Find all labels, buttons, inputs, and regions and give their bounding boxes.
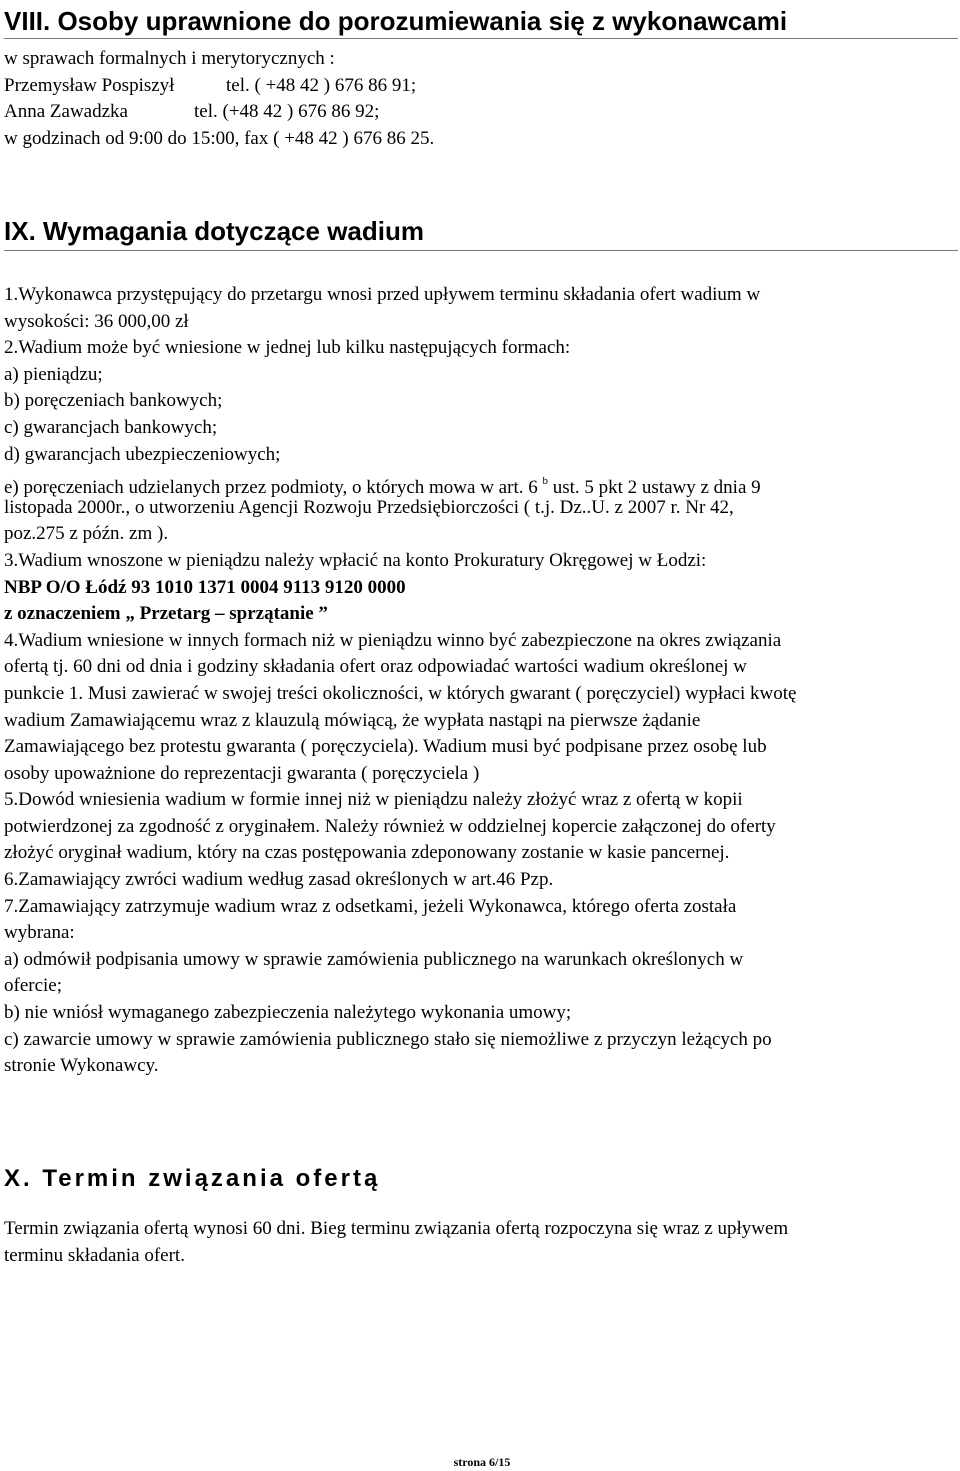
section-8-body (4, 46, 959, 152)
section-9-heading: IX. Wymagania dotyczące wadium (4, 212, 958, 251)
contact-phone: tel. ( +48 42 ) 676 86 91; (226, 74, 417, 96)
text-line: listopada 2000r., o utworzeniu Agencji Rozwoju Przedsiębiorczości ( t.j. Dz..U. z 2007 r. Nr 42, (4, 496, 734, 518)
text-line: wysokości: 36 000,00 zł (4, 310, 189, 332)
text-line: 6.Zamawiający zwróci wadium według zasad określonych w art.46 Pzp. (4, 869, 554, 891)
section-10-heading: X. Termin związania ofertą (4, 1165, 381, 1192)
text-line: terminu składania ofert. (4, 1244, 185, 1266)
contact-name: Przemysław Pospiszył (4, 74, 175, 96)
text-line: Zamawiającego bez protestu gwaranta ( poręczyciela). Wadium musi być podpisane przez osobę lub (4, 736, 767, 758)
text-line: 5.Dowód wniesienia wadium w formie innej niż w pieniądzu należy złożyć wraz z ofertą w kopii (4, 789, 743, 811)
text-line: osoby upoważnione do reprezentacji gwaranta ( poręczyciela ) (4, 762, 480, 784)
text-line: c) zawarcie umowy w sprawie zamówienia publicznego stało się niemożliwe z przyczyn leżących po (4, 1028, 772, 1050)
text-line: 3.Wadium wnoszone w pieniądzu należy wpłacić na konto Prokuratury Okręgowej w Łodzi: (4, 549, 707, 571)
text-line: złożyć oryginał wadium, który na czas postępowania zdeponowany zostanie w kasie pancernej. (4, 842, 730, 864)
contact-hours: w godzinach od 9:00 do 15:00, fax ( +48 42 ) 676 86 25. (4, 127, 435, 149)
text-line: 2.Wadium może być wniesione w jednej lub kilku następujących formach: (4, 337, 571, 359)
text-line: potwierdzonej za zgodność z oryginałem. Należy również w oddzielnej kopercie załączonej do oferty (4, 815, 776, 837)
text-line: 7.Zamawiający zatrzymuje wadium wraz z odsetkami, jeżeli Wykonawca, którego oferta została (4, 895, 737, 917)
text-line: ofertą tj. 60 dni od dnia i godziny składania ofert oraz odpowiadać wartości wadium określonej w (4, 656, 747, 678)
contact-person-2 (4, 99, 959, 126)
text-line: b) poręczeniach bankowych; (4, 390, 223, 412)
text-line: punkcie 1. Musi zawierać w swojej treści okoliczności, w których gwarant ( poręczyciel) wypłaci kwotę (4, 682, 797, 704)
bank-account: NBP O/O Łódź 93 1010 1371 0004 9113 9120 0000 (4, 576, 406, 598)
text-line-with-superscript (4, 468, 959, 499)
text-line: 4.Wadium wniesione w innych formach niż w pieniądzu winno być zabezpieczone na okres związania (4, 629, 782, 651)
text-line: wybrana: (4, 922, 75, 944)
superscript: b (542, 475, 548, 488)
text-line: a) odmówił podpisania umowy w sprawie zamówienia publicznego na warunkach określonych w (4, 948, 744, 970)
section-10-body (4, 1216, 959, 1269)
text-line: stronie Wykonawcy. (4, 1055, 159, 1077)
text-line: a) pieniądzu; (4, 363, 103, 385)
contact-phone: tel. (+48 42 ) 676 86 92; (194, 101, 380, 123)
text-line: ofercie; (4, 975, 63, 997)
text-line: poz.275 z późn. zm ). (4, 523, 169, 545)
text-line: Termin związania ofertą wynosi 60 dni. Bieg terminu związania ofertą rozpoczyna się wraz z upływem (4, 1218, 789, 1239)
section-9-body (4, 282, 959, 1080)
text-line: b) nie wniósł wymaganego zabezpieczenia należytego wykonania umowy; (4, 1002, 572, 1024)
page-footer (0, 1455, 960, 1470)
contact-intro: w sprawach formalnych i merytorycznych : (4, 48, 335, 69)
text-fragment: e) poręczeniach udzielanych przez podmioty, o których mowa w art. 6 (4, 477, 538, 499)
contact-person-1 (4, 73, 959, 100)
text-line: d) gwarancjach ubezpieczeniowych; (4, 443, 281, 465)
contact-name: Anna Zawadzka (4, 101, 128, 123)
transfer-title: z oznaczeniem „ Przetarg – sprzątanie ” (4, 603, 328, 625)
page-number: strona 6/15 (453, 1455, 511, 1469)
section-8-heading: VIII. Osoby uprawnione do porozumiewania się z wykonawcami (4, 4, 958, 39)
text-line: wadium Zamawiającemu wraz z klauzulą mówiącą, że wypłata nastąpi na pierwsze żądanie (4, 709, 701, 731)
text-line: 1.Wykonawca przystępujący do przetargu wnosi przed upływem terminu składania ofert wadium w (4, 284, 761, 305)
text-line: c) gwarancjach bankowych; (4, 416, 218, 438)
text-fragment: ust. 5 pkt 2 ustawy z dnia 9 (547, 477, 761, 499)
